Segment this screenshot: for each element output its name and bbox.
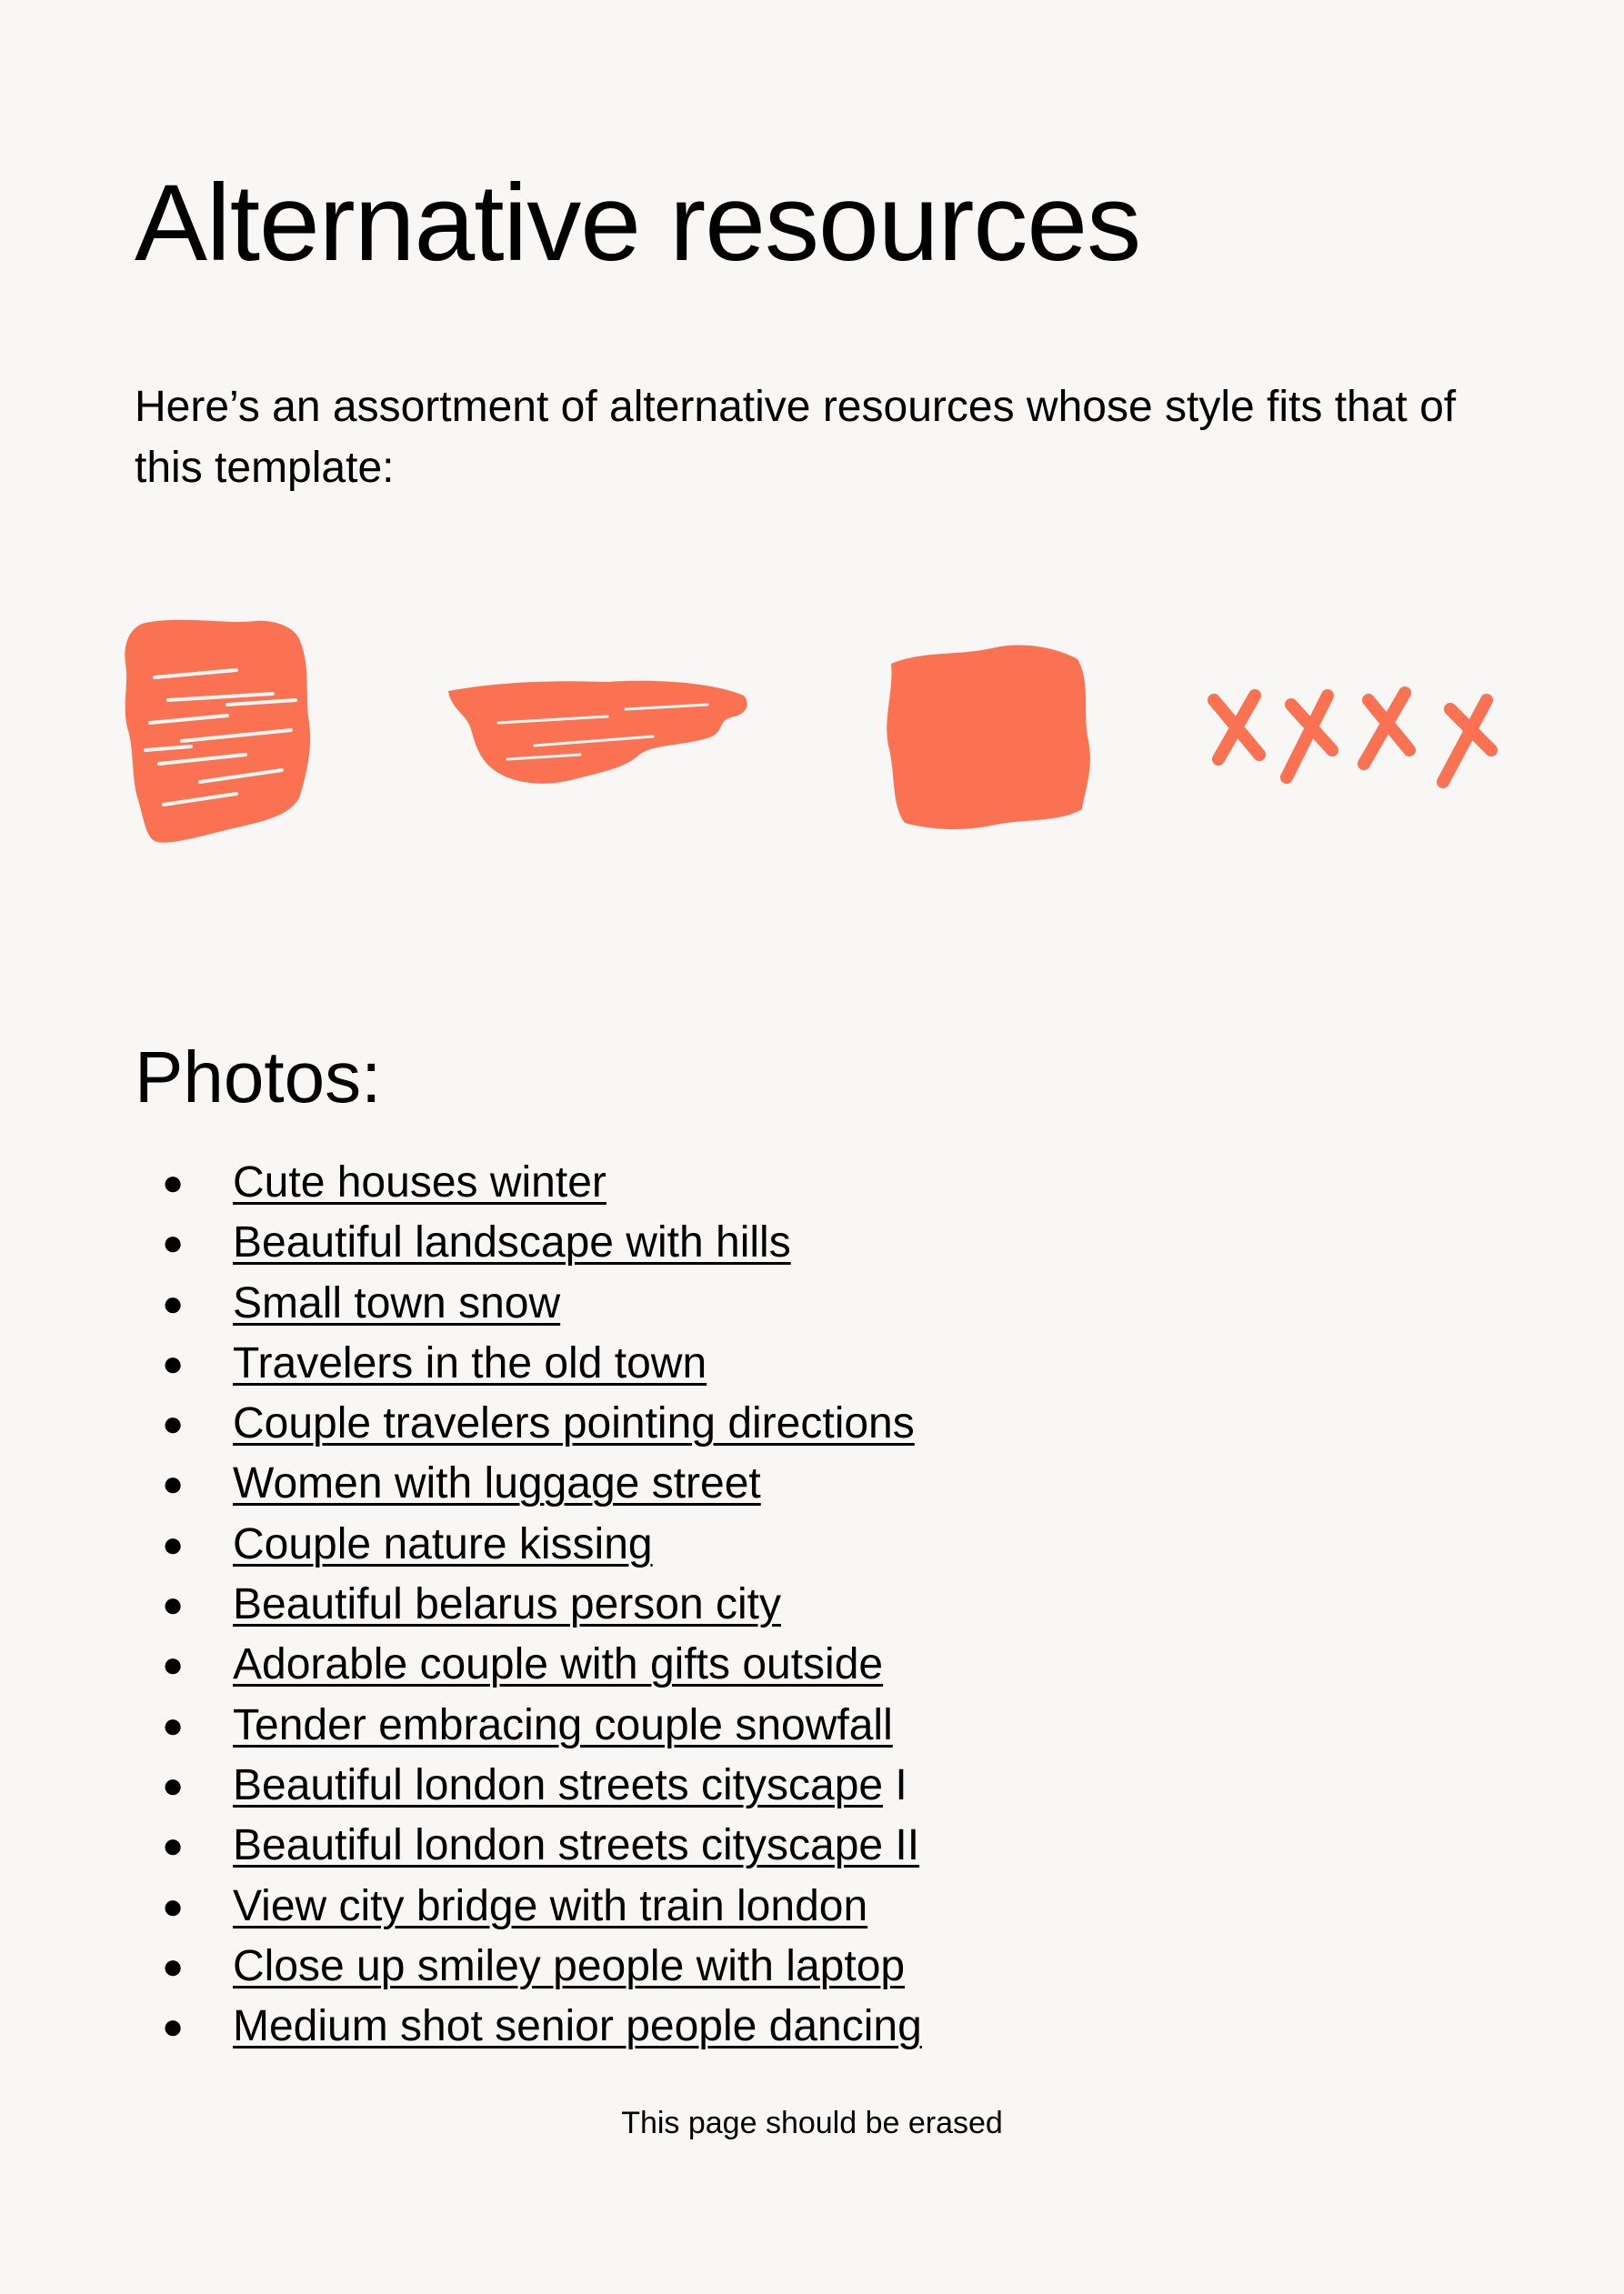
photo-link[interactable]: Adorable couple with gifts outside [233, 1640, 884, 1689]
photo-link-list [135, 1153, 1499, 2057]
photo-link[interactable]: Beautiful london streets cityscape II [233, 1821, 920, 1870]
cross-marks-icon[interactable] [1205, 682, 1505, 791]
photo-link[interactable]: Couple nature kissing [233, 1519, 653, 1568]
photo-link[interactable]: Cute houses winter [233, 1158, 606, 1207]
list-item [135, 1213, 1499, 1273]
photos-heading: Photos: [135, 1037, 382, 1117]
bullet-icon: ● [162, 1765, 185, 1806]
list-item [135, 1454, 1499, 1514]
page-title: Alternative resources [135, 162, 1141, 284]
bullet-icon: ● [162, 2007, 185, 2048]
resource-graphics [109, 600, 1528, 873]
bullet-icon: ● [162, 1343, 185, 1384]
photo-link[interactable]: Medium shot senior people dancing [233, 2002, 922, 2051]
list-item [135, 1997, 1499, 2057]
photo-link[interactable]: Small town snow [233, 1278, 561, 1327]
bullet-icon: ● [162, 1464, 185, 1505]
brush-stroke-horizontal-icon[interactable] [444, 673, 753, 818]
bullet-icon: ● [162, 1163, 185, 1203]
photo-link[interactable]: Tender embracing couple snowfall [233, 1700, 893, 1749]
list-item [135, 1575, 1499, 1635]
brush-stroke-vertical-icon[interactable] [118, 614, 318, 850]
photo-link[interactable]: Close up smiley people with laptop [233, 1941, 906, 1990]
bullet-icon: ● [162, 1404, 185, 1445]
list-item [135, 1515, 1499, 1575]
bullet-icon: ● [162, 1705, 185, 1746]
intro-text: Here’s an assortment of alternative resources whose style fits that of this template: [135, 383, 1457, 492]
photo-link[interactable]: Travelers in the old town [233, 1338, 707, 1387]
list-item [135, 1334, 1499, 1394]
list-item [135, 1937, 1499, 1997]
bullet-icon: ● [162, 1585, 185, 1626]
footer-note: This page should be erased [621, 2106, 1003, 2140]
photo-link[interactable]: Women with luggage street [233, 1459, 761, 1508]
list-item [135, 1394, 1499, 1454]
bullet-icon: ● [162, 1283, 185, 1324]
bullet-icon: ● [162, 1826, 185, 1867]
list-item [135, 1877, 1499, 1937]
photo-link-suffix: I [883, 1760, 907, 1809]
photo-link[interactable]: Beautiful belarus person city [233, 1580, 781, 1629]
photo-link[interactable]: Beautiful london streets cityscape [233, 1760, 884, 1809]
list-item [135, 1635, 1499, 1695]
photo-link[interactable]: Beautiful landscape with hills [233, 1218, 791, 1267]
list-item [135, 1816, 1499, 1876]
bullet-icon: ● [162, 1524, 185, 1565]
photo-link[interactable]: View city bridge with train london [233, 1881, 868, 1930]
photo-link[interactable]: Couple travelers pointing directions [233, 1399, 915, 1448]
bullet-icon: ● [162, 1645, 185, 1686]
list-item [135, 1153, 1499, 1213]
list-item [135, 1696, 1499, 1756]
bullet-icon: ● [162, 1223, 185, 1264]
list-item [135, 1274, 1499, 1334]
bullet-icon: ● [162, 1946, 185, 1987]
list-item [135, 1756, 1499, 1816]
brush-stroke-square-icon[interactable] [877, 636, 1096, 836]
bullet-icon: ● [162, 1886, 185, 1927]
